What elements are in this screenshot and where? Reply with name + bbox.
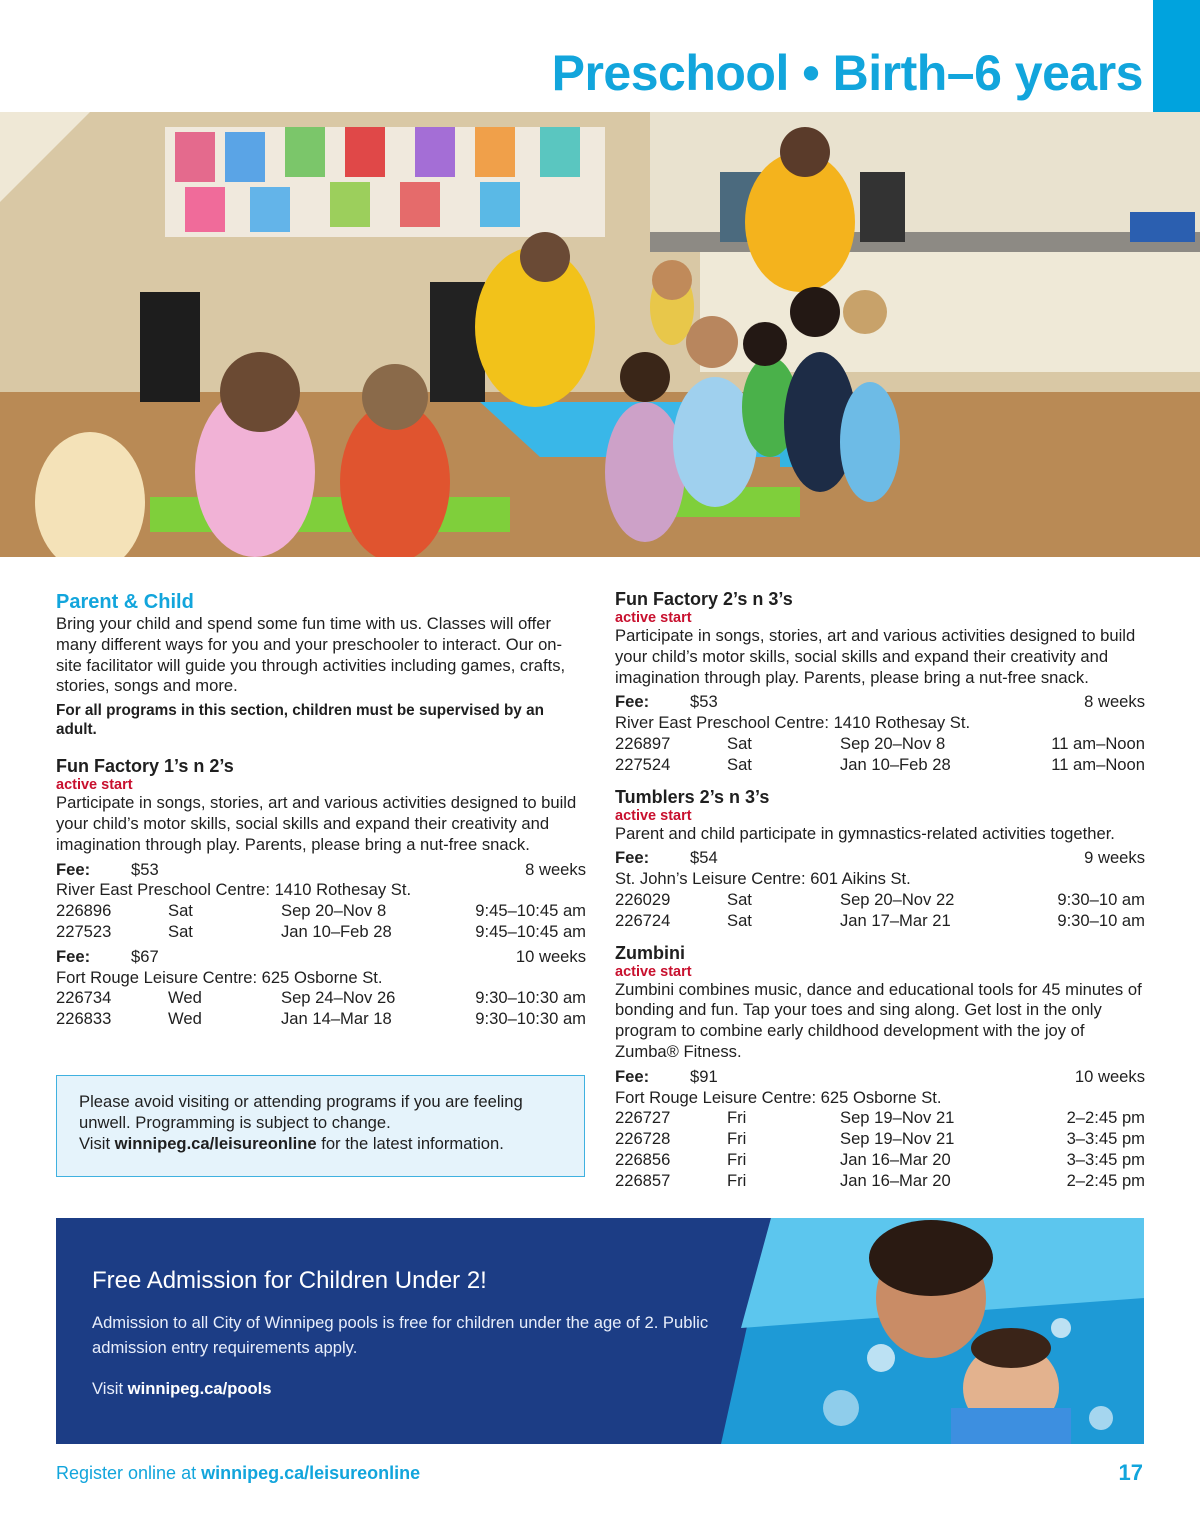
fee-amount: $91 xyxy=(690,1066,718,1086)
active-start-tag: active start xyxy=(615,807,692,824)
fee-amount: $53 xyxy=(690,692,718,712)
session-code: 227524 xyxy=(615,754,671,774)
location: Fort Rouge Leisure Centre: 625 Osborne St. xyxy=(56,967,383,987)
session-time: 11 am–Noon xyxy=(1051,754,1145,774)
pool-photo xyxy=(721,1218,1144,1444)
session-dates: Jan 10–Feb 28 xyxy=(281,921,392,941)
fee-label: Fee: xyxy=(615,848,650,868)
banner-visit: Visit winnipeg.ca/pools xyxy=(92,1379,272,1398)
session-row xyxy=(615,890,1145,911)
session-row xyxy=(615,1108,1145,1129)
session-dates: Sep 24–Nov 26 xyxy=(281,988,396,1008)
fee-duration: 8 weeks xyxy=(1084,692,1145,712)
fee-amount: $54 xyxy=(690,848,718,868)
session-time: 3–3:45 pm xyxy=(1066,1149,1145,1169)
hero-photo xyxy=(0,112,1200,557)
fee-label: Fee: xyxy=(615,1066,650,1086)
pools-link[interactable]: winnipeg.ca/pools xyxy=(127,1379,272,1398)
fee-label: Fee: xyxy=(56,859,91,879)
session-dates: Sep 19–Nov 21 xyxy=(840,1129,955,1149)
fee-amount: $67 xyxy=(131,946,159,966)
session-dates: Sep 20–Nov 22 xyxy=(840,889,955,909)
footer-register: Register online at winnipeg.ca/leisureonline xyxy=(56,1463,421,1483)
notice-link[interactable]: winnipeg.ca/leisureonline xyxy=(114,1133,317,1153)
session-row xyxy=(615,1171,1145,1192)
location: River East Preschool Centre: 1410 Rothesay St. xyxy=(56,880,412,900)
session-time: 9:45–10:45 am xyxy=(475,901,586,921)
session-day: Sat xyxy=(727,889,752,909)
session-day: Fri xyxy=(727,1108,747,1128)
footer-link[interactable]: winnipeg.ca/leisureonline xyxy=(201,1463,421,1483)
program-description: Parent and child participate in gymnastics-related activities together. xyxy=(615,823,1115,843)
session-row xyxy=(56,988,586,1009)
session-time: 9:30–10:30 am xyxy=(475,1009,586,1029)
session-row xyxy=(615,1129,1145,1150)
session-day: Sat xyxy=(727,910,752,930)
location: Fort Rouge Leisure Centre: 625 Osborne St. xyxy=(615,1087,942,1107)
session-code: 226029 xyxy=(615,889,671,909)
session-day: Fri xyxy=(727,1149,747,1169)
program-title: Fun Factory 1’s n 2’s xyxy=(56,756,234,777)
active-start-tag: active start xyxy=(615,963,692,980)
fee-row xyxy=(615,848,1145,869)
session-row xyxy=(615,911,1145,932)
session-time: 11 am–Noon xyxy=(1051,733,1145,753)
fee-row xyxy=(56,860,586,881)
session-dates: Jan 17–Mar 21 xyxy=(840,910,951,930)
right-column xyxy=(615,588,1145,1192)
session-code: 226734 xyxy=(56,988,112,1008)
banner-text xyxy=(92,1266,732,1400)
session-row xyxy=(615,734,1145,755)
session-day: Wed xyxy=(168,988,202,1008)
session-time: 2–2:45 pm xyxy=(1066,1108,1145,1128)
session-time: 2–2:45 pm xyxy=(1066,1170,1145,1190)
free-admission-banner xyxy=(56,1218,1144,1444)
notice-visit: Visit winnipeg.ca/leisureonline for the latest information. xyxy=(79,1133,504,1153)
section-intro: Bring your child and spend some fun time with us. Classes will offer many different ways for you and your preschooler to interact. Our on-site facilitator will guide you through activities including games, crafts, stories, songs and more. xyxy=(56,614,566,696)
banner-body: Admission to all City of Winnipeg pools is free for children under the age of 2. Public admission entry requirements apply. xyxy=(92,1313,709,1357)
program-title: Tumblers 2’s n 3’s xyxy=(615,786,770,807)
page-number: 17 xyxy=(1118,1460,1143,1485)
fee-duration: 8 weeks xyxy=(525,859,586,879)
session-day: Sat xyxy=(168,901,193,921)
program-title: Zumbini xyxy=(615,942,685,963)
session-code: 226857 xyxy=(615,1170,671,1190)
location: St. John’s Leisure Centre: 601 Aikins St. xyxy=(615,869,911,889)
session-row xyxy=(615,755,1145,776)
fee-row xyxy=(615,692,1145,713)
session-day: Fri xyxy=(727,1129,747,1149)
session-dates: Jan 14–Mar 18 xyxy=(281,1009,392,1029)
program-description: Participate in songs, stories, art and various activities designed to build your child’s motor skills, social skills and expand their creativity and imagination through play. Parents, please bring a nut-free snack. xyxy=(56,793,577,854)
session-time: 9:30–10 am xyxy=(1057,910,1145,930)
session-code: 226856 xyxy=(615,1149,671,1169)
session-code: 226897 xyxy=(615,733,671,753)
session-time: 9:30–10:30 am xyxy=(475,988,586,1008)
program-description: Participate in songs, stories, art and various activities designed to build your child’s motor skills, social skills and expand their creativity and imagination through play. Parents, please bring a nut-free snack. xyxy=(615,626,1136,687)
session-code: 226833 xyxy=(56,1009,112,1029)
session-dates: Jan 10–Feb 28 xyxy=(840,754,951,774)
active-start-tag: active start xyxy=(56,777,133,794)
session-dates: Jan 16–Mar 20 xyxy=(840,1170,951,1190)
fee-duration: 9 weeks xyxy=(1084,848,1145,868)
fee-label: Fee: xyxy=(615,692,650,712)
fee-duration: 10 weeks xyxy=(1074,1066,1145,1086)
notice-box xyxy=(56,1075,585,1177)
session-dates: Sep 20–Nov 8 xyxy=(840,733,946,753)
page-title: Preschool • Birth–6 years xyxy=(551,45,1143,101)
session-code: 226896 xyxy=(56,901,112,921)
active-start-tag: active start xyxy=(615,610,692,626)
fee-amount: $53 xyxy=(131,859,159,879)
session-day: Wed xyxy=(168,1009,202,1029)
session-dates: Jan 16–Mar 20 xyxy=(840,1149,951,1169)
session-code: 226727 xyxy=(615,1108,671,1128)
session-code: 226728 xyxy=(615,1129,671,1149)
session-row xyxy=(615,1150,1145,1171)
supervision-note: For all programs in this section, children must be supervised by an adult. xyxy=(56,702,544,739)
fee-duration: 10 weeks xyxy=(515,946,586,966)
session-time: 3–3:45 pm xyxy=(1066,1129,1145,1149)
session-row xyxy=(56,922,586,943)
fee-row xyxy=(615,1067,1145,1088)
program-description: Zumbini combines music, dance and educational tools for 45 minutes of bonding and fun. Tap your toes and sing along. Get lost in the only program to combine early childhood development with the joy of Zumba® Fitness. xyxy=(615,979,1142,1061)
session-row xyxy=(56,1009,586,1030)
notice-text: Please avoid visiting or attending programs if you are feeling unwell. Programming is subject to change. xyxy=(79,1092,523,1132)
session-day: Sat xyxy=(168,921,193,941)
session-time: 9:30–10 am xyxy=(1057,889,1145,909)
session-row xyxy=(56,901,586,922)
session-day: Sat xyxy=(727,754,752,774)
session-code: 226724 xyxy=(615,910,671,930)
fee-label: Fee: xyxy=(56,946,91,966)
session-dates: Sep 19–Nov 21 xyxy=(840,1108,955,1128)
session-day: Sat xyxy=(727,733,752,753)
banner-heading: Free Admission for Children Under 2! xyxy=(92,1267,487,1294)
left-column xyxy=(56,590,586,1030)
fee-row xyxy=(56,947,586,968)
session-time: 9:45–10:45 am xyxy=(475,921,586,941)
location: River East Preschool Centre: 1410 Rothesay St. xyxy=(615,713,971,733)
section-heading-parent-child: Parent & Child xyxy=(56,591,194,613)
session-code: 227523 xyxy=(56,921,112,941)
session-dates: Sep 20–Nov 8 xyxy=(281,901,387,921)
program-title: Fun Factory 2’s n 3’s xyxy=(615,589,793,609)
title-accent-tab xyxy=(1153,0,1200,112)
session-day: Fri xyxy=(727,1170,747,1190)
